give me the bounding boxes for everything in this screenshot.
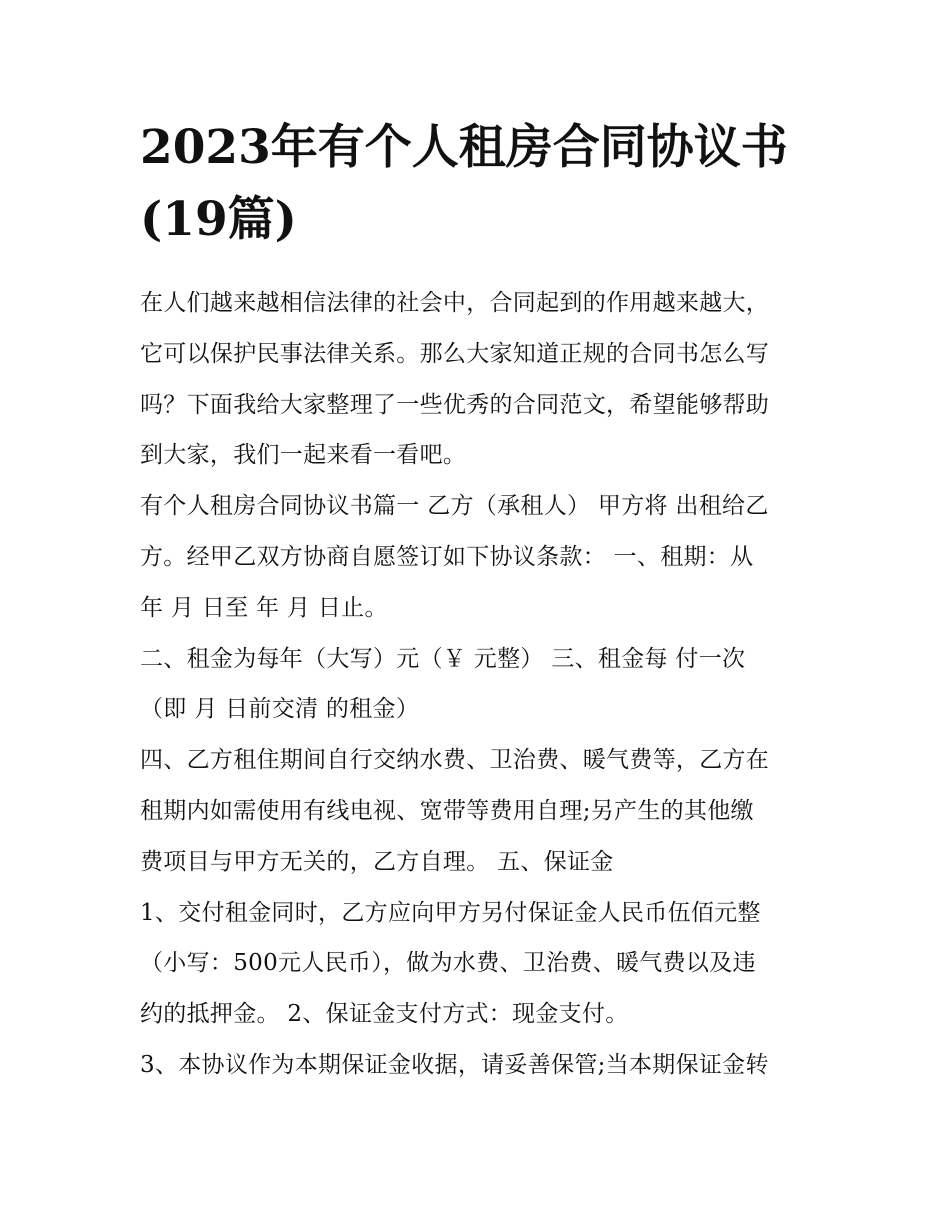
text-line: （小写：500元人民币），做为水费、卫治费、暖气费以及违 <box>140 950 756 977</box>
text-line: 年 月 日至 年 月 日止。 <box>140 594 388 621</box>
text-line: 它可以保护民事法律关系。那么大家知道正规的合同书怎么写 <box>140 340 770 367</box>
text-line: 3、本协议作为本期保证金收据，请妥善保管;当本期保证金转 <box>140 1051 769 1078</box>
text-line: 二、租金为每年（大写）元（￥ 元整） 三、租金每 付一次 <box>140 645 746 672</box>
text-line: 约的抵押金。 2、保证金支付方式：现金支付。 <box>140 1001 629 1028</box>
receipt-paragraph <box>140 1040 820 1091</box>
text-line: 方。经甲乙双方协商自愿签订如下协议条款： 一、租期：从 <box>140 543 754 570</box>
fees-paragraph <box>140 735 820 887</box>
text-line: 有个人租房合同协议书篇一 乙方（承租人） 甲方将 出租给乙 <box>140 493 769 520</box>
text-line: 租期内如需使用有线电视、宽带等费用自理;另产生的其他缴 <box>140 797 754 824</box>
text-line: 四、乙方租住期间自行交纳水费、卫治费、暖气费等，乙方在 <box>140 747 770 774</box>
title-line: 2023年有个人租房合同协议书 <box>140 120 788 175</box>
rent-paragraph <box>140 634 820 736</box>
document-title <box>140 112 820 256</box>
title-line: (19篇) <box>140 192 297 247</box>
deposit-paragraph <box>140 888 820 1040</box>
text-line: 在人们越来越相信法律的社会中，合同起到的作用越来越大， <box>140 290 770 316</box>
text-line: 1、交付租金同时，乙方应向甲方另付保证金人民币伍佰元整 <box>140 899 761 926</box>
text-line: 费项目与甲方无关的，乙方自理。 五、保证金 <box>140 848 614 875</box>
lease-term-paragraph <box>140 481 820 633</box>
intro-paragraph <box>140 278 820 481</box>
text-line: （即 月 日前交清 的租金） <box>140 696 420 723</box>
text-line: 到大家，我们一起来看一看吧。 <box>140 442 467 469</box>
text-line: 吗？下面我给大家整理了一些优秀的合同范文，希望能够帮助 <box>140 391 770 418</box>
document-page <box>140 112 820 1091</box>
